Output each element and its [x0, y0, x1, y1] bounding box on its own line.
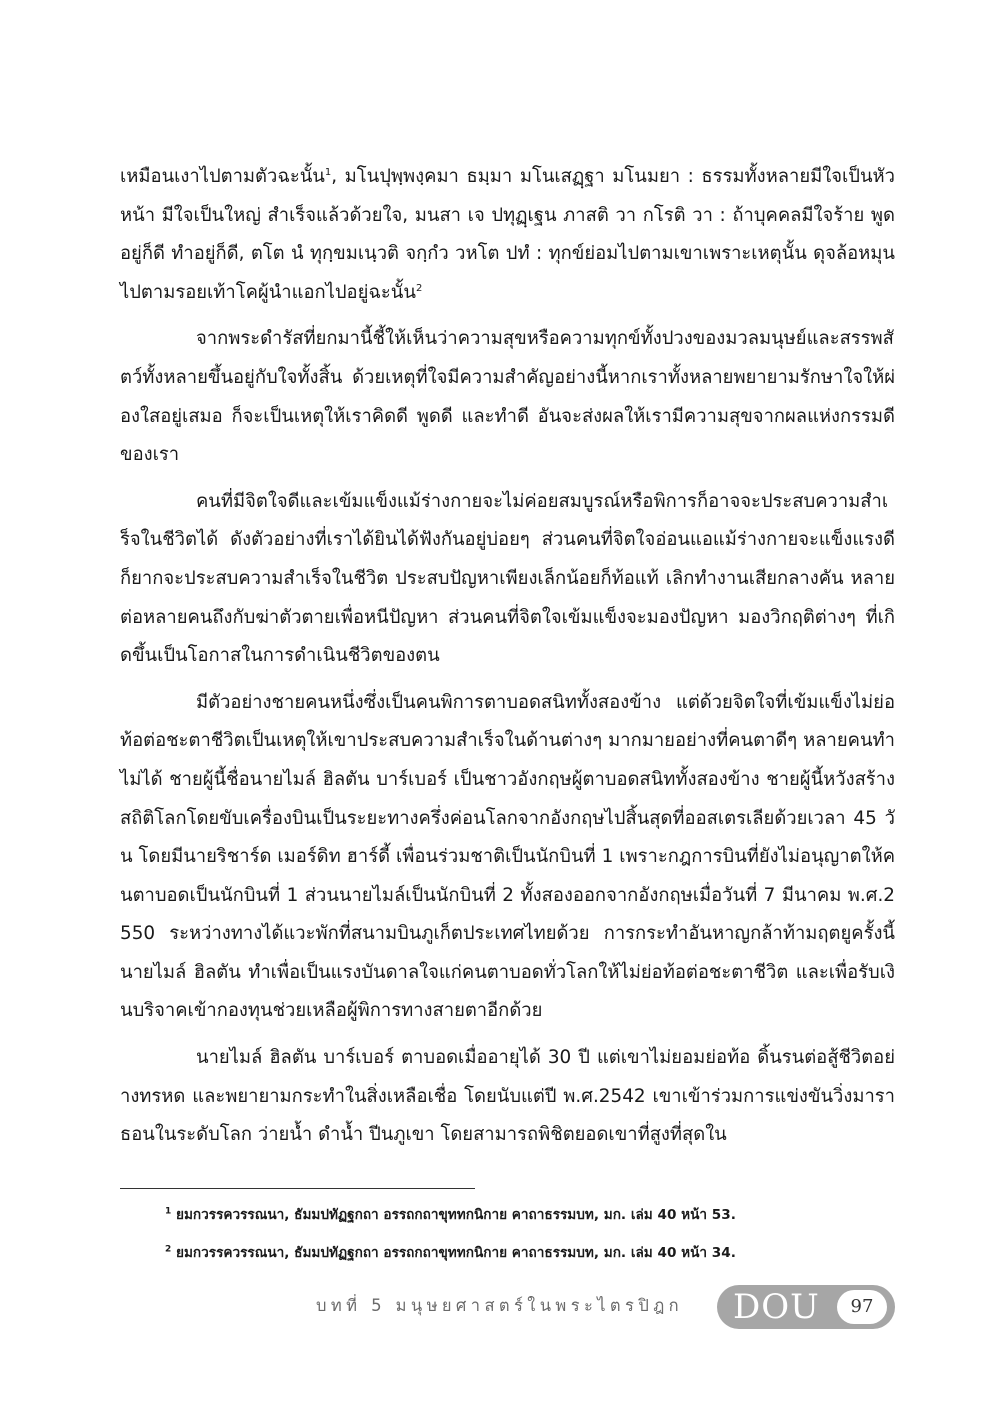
page-number: 97 [837, 1290, 887, 1324]
chapter-title: บทที่ 5 มนุษยศาสตร์ในพระไตรปิฎก [316, 1296, 684, 1315]
paragraph-1-text-cont: , มโนปุพฺพงฺคมา ธมฺมา มโนเสฏฺฐา มโนมยา : ธรรมทั้งหลายมีใจเป็นหัวหน้า มีใจเป็นใหญ่ สำเร็จแล้วด้วยใจ, มนสา เจ ปทุฏฺเฐน ภาสติ วา กโรติ วา : ถ้าบุคคลมีใจร้าย พูดอยู่ก็ดี ทำอยู่ก็ดี, ตโต นํ ทุกฺขมเนฺวติ จกฺกํว วหโต ปทํ : ทุกข์ย่อมไปตามเขาเพราะเหตุนั้น ดุจล้อหมุนไปตามรอยเท้าโคผู้นำแอกไปอยู่ฉะนั้น [120, 166, 895, 303]
paragraph-3: คนที่มีจิตใจดีและเข้มแข็งแม้ร่างกายจะไม่ค่อยสมบูรณ์หรือพิการก็อาจจะประสบความสำเร็จในชีวิตได้ ดังตัวอย่างที่เราได้ยินได้ฟังกันอยู่บ่อยๆ ส่วนคนที่จิตใจอ่อนแอแม้ร่างกายจะแข็งแรงดี ก็ยากจะประสบความสำเร็จในชีวิต ประสบปัญหาเพียงเล็กน้อยก็ท้อแท้ เลิกทำงานเสียกลางคัน หลายต่อหลายคนถึงกับฆ่าตัวตายเพื่อหนีปัญหา ส่วนคนที่จิตใจเข้มแข็งจะมองปัญหา มองวิกฤติต่างๆ ที่เกิดขึ้นเป็นโอกาสในการดำเนินชีวิตของตน [120, 490, 895, 667]
footnote-2-text: ยมกวรรควรรณนา, ธัมมปทัฏฐกถา อรรถกถาขุททกนิกาย คาถาธรรมบท, มก. เล่ม 40 หน้า 34. [176, 1245, 736, 1261]
footnote-ref-1[interactable]: 1 [324, 166, 332, 178]
footnote-1-text: ยมกวรรควรรณนา, ธัมมปทัฏฐกถา อรรถกถาขุททกนิกาย คาถาธรรมบท, มก. เล่ม 40 หน้า 53. [176, 1207, 736, 1223]
footnote-1 [165, 1205, 925, 1225]
paragraph-4: มีตัวอย่างชายคนหนึ่งซึ่งเป็นคนพิการตาบอดสนิททั้งสองข้าง แต่ด้วยจิตใจที่เข้มแข็งไม่ย่อท้อต่อชะตาชีวิตเป็นเหตุให้เขาประสบความสำเร็จในด้านต่างๆ มากมายอย่างที่คนตาดีๆ หลายคนทำไม่ได้ ชายผู้นี้ชื่อนายไมล์ ฮิลตัน บาร์เบอร์ เป็นชาวอังกฤษผู้ตาบอดสนิททั้งสองข้าง ชายผู้นี้หวังสร้างสถิติโลกโดยขับเครื่องบินเป็นระยะทางครึ่งค่อนโลกจากอังกฤษไปสิ้นสุดที่ออสเตรเลียด้วยเวลา 45 วัน โดยมีนายริชาร์ด เมอร์ดิท ฮาร์ดี้ เพื่อนร่วมชาติเป็นนักบินที่ 1 เพราะกฎการบินที่ยังไม่อนุญาตให้คนตาบอดเป็นนักบินที่ 1 ส่วนนายไมล์เป็นนักบินที่ 2 ทั้งสองออกจากอังกฤษเมื่อวันที่ 7 มีนาคม พ.ศ.2550 ระหว่างทางได้แวะพักที่สนามบินภูเก็ตประเทศไทยด้วย การกระทำอันหาญกล้าท้ามฤตยูครั้งนี้ นายไมล์ ฮิลตัน ทำเพื่อเป็นแรงบันดาลใจแก่คนตาบอดทั่วโลกให้ไม่ย่อท้อต่อชะตาชีวิต และเพื่อรับเงินบริจาคเข้ากองทุนช่วยเหลือผู้พิการทางสายตาอีกด้วย [120, 691, 895, 1022]
paragraph-1 [120, 158, 895, 312]
page-body [120, 158, 895, 1163]
dou-logo: DOU [733, 1287, 820, 1327]
footnote-1-mark: 1 [165, 1206, 172, 1217]
footnote-ref-2[interactable]: 2 [415, 282, 423, 294]
footnote-2-mark: 2 [165, 1244, 172, 1255]
paragraph-2: จากพระดำรัสที่ยกมานี้ชี้ให้เห็นว่าความสุขหรือความทุกข์ทั้งปวงของมวลมนุษย์และสรรพสัตว์ทั้งหลายขึ้นอยู่กับใจทั้งสิ้น ด้วยเหตุที่ใจมีความสำคัญอย่างนี้หากเราทั้งหลายพยายามรักษาใจให้ผ่องใสอยู่เสมอ ก็จะเป็นเหตุให้เราคิดดี พูดดี และทำดี อันจะส่งผลให้เรามีความสุขจากผลแห่งกรรมดีของเรา [120, 328, 895, 466]
footnote-2 [165, 1243, 925, 1263]
footnote-divider [120, 1188, 475, 1189]
paragraph-1-text: เหมือนเงาไปตามตัวฉะนั้น [120, 166, 325, 187]
page-footer [280, 1285, 900, 1333]
dou-badge [717, 1285, 895, 1329]
footnotes [165, 1205, 925, 1281]
paragraph-5: นายไมล์ ฮิลตัน บาร์เบอร์ ตาบอดเมื่ออายุได้ 30 ปี แต่เขาไม่ยอมย่อท้อ ดิ้นรนต่อสู้ชีวิตอย่างทรหด และพยายามกระทำในสิ่งเหลือเชื่อ โดยนับแต่ปี พ.ศ.2542 เขาเข้าร่วมการแข่งขันวิ่งมาราธอนในระดับโลก ว่ายน้ำ ดำน้ำ ปีนภูเขา โดยสามารถพิชิตยอดเขาที่สูงที่สุดใน [120, 1047, 895, 1146]
